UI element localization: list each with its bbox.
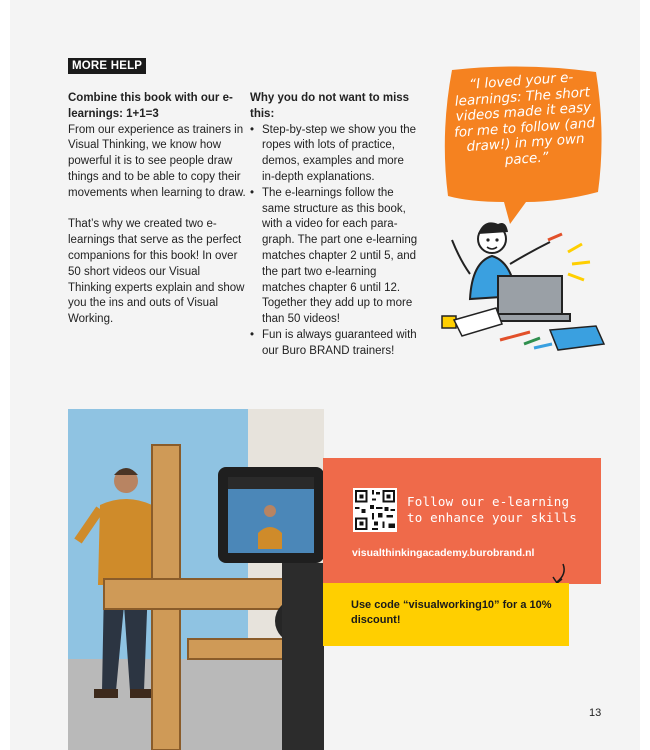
follow-elearning-text: Follow our e-learning to enhance your skills [407, 494, 577, 525]
section-tag: MORE HELP [68, 58, 146, 74]
right-heading: Why you do not want to miss this: [250, 92, 410, 120]
right-column [250, 91, 418, 360]
discount-code-text: Use code “visualworking10” for a 10% discount! [351, 599, 552, 626]
list-item: • Fun is always guaranteed with our Buro BRAND trainers! [250, 328, 418, 360]
presenter-photo-illustration [68, 409, 324, 750]
left-column [68, 91, 246, 328]
presenter-photo [68, 409, 324, 750]
discount-card [323, 583, 569, 646]
page-number: 13 [589, 707, 602, 719]
reasons-list [250, 123, 418, 360]
qr-code-icon[interactable] [353, 488, 397, 532]
left-paragraph-1: From our experience as trainers in Visual Thinking, we know how powerful it is to see people draw things and to be able to copy their movements when learning to draw. [68, 123, 246, 199]
elearning-url-link[interactable]: visualthinkingacademy.burobrand.nl [352, 547, 535, 559]
left-heading: Combine this book with our e-learnings: 1+1=3 [68, 92, 233, 120]
list-item: • Step-by-step we show you the ropes with lots of practice, demos, examples and more in-depth explanations. [250, 123, 418, 186]
testimonial-illustration [440, 64, 610, 354]
elearning-promo-card [323, 458, 601, 584]
testimonial-quote: “I loved your e-learnings: The short videos made it easy for me to follow (and draw!) in my own pace.” [453, 69, 596, 168]
left-paragraph-2: That’s why we created two e-learnings that serve as the perfect companions for this book! In over 50 short videos our Visual Thinking experts explain and show you the ins and outs of Visual Working. [68, 218, 245, 326]
list-item: • The e-learnings follow the same structure as this book, with a video for each para-graph. The part one e-learning matches chapter 2 until 5, and the part two e-learning matches chapter 6 until 12. Together they add up to more than 50 videos! [250, 186, 418, 328]
